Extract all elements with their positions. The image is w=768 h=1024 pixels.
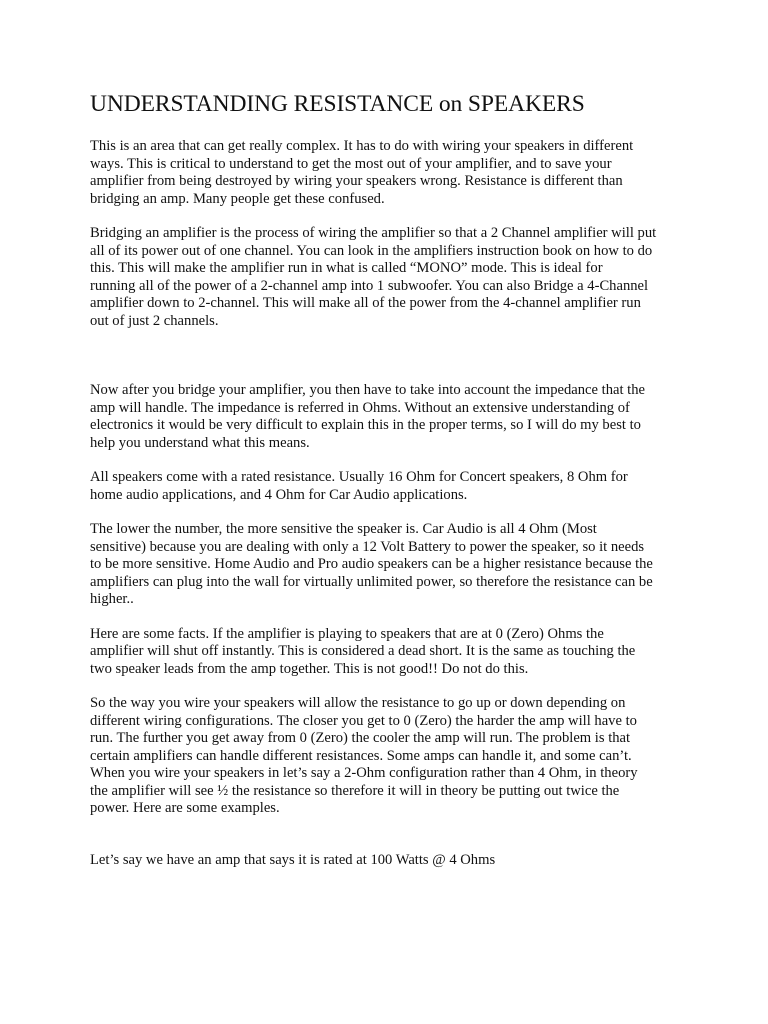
- paragraph-example: [90, 852, 690, 870]
- text-line: amplifier from being destroyed by wiring your speakers wrong. Resistance is different than: [90, 173, 623, 189]
- text-line: different wiring configurations. The closer you get to 0 (Zero) the harder the amp will have to: [90, 712, 637, 729]
- text-line: sensitive) because you are dealing with only a 12 Volt Battery to power the speaker, so it needs: [90, 538, 645, 555]
- text-line: Let’s say we have an amp that says it is rated at 100 Watts @ 4 Ohms: [90, 851, 496, 868]
- text-line: home audio applications, and 4 Ohm for Car Audio applications.: [90, 486, 468, 503]
- text-line: Here are some facts. If the amplifier is playing to speakers that are at 0 (Zero) Ohms the: [90, 625, 604, 642]
- document-page: [90, 88, 690, 869]
- text-line: ways. This is critical to understand to get the most out of your amplifier, and to save your: [90, 155, 612, 172]
- text-line: bridging an amp. Many people get these confused.: [90, 190, 385, 207]
- text-line: amplifier will shut off instantly. This is considered a dead short. It is the same as touching the: [90, 643, 636, 659]
- text-line: Now after you bridge your amplifier, you then have to take into account the impedance that the: [90, 382, 646, 398]
- text-line: the amplifier will see ½ the resistance so therefore it will in theory be putting out twice the: [90, 782, 620, 799]
- text-line: higher..: [90, 591, 134, 607]
- paragraph-sensitivity: [90, 521, 690, 609]
- paragraph-facts: [90, 626, 690, 679]
- paragraph-rated-resistance: [90, 469, 690, 504]
- text-line: amplifiers can plug into the wall for virtually unlimited power, so therefore the resistance can be: [90, 573, 653, 590]
- text-line: two speaker leads from the amp together. This is not good!! Do not do this.: [90, 660, 529, 677]
- text-line: to be more sensitive. Home Audio and Pro audio speakers can be a higher resistance because the: [90, 556, 653, 572]
- text-line: help you understand what this means.: [90, 434, 310, 451]
- text-line: Bridging an amplifier is the process of wiring the amplifier so that a 2 Channel amplifier will put: [90, 225, 657, 241]
- text-line: electronics it would be very difficult to explain this in the proper terms, so I will do my best to: [90, 417, 641, 433]
- text-line: running all of the power of a 2-channel amp into 1 subwoofer. You can also Bridge a 4-Channel: [90, 277, 649, 294]
- text-line: So the way you wire your speakers will allow the resistance to go up or down depending on: [90, 695, 626, 711]
- text-line: All speakers come with a rated resistance. Usually 16 Ohm for Concert speakers, 8 Ohm for: [90, 469, 628, 485]
- text-line: this. This will make the amplifier run in what is called “MONO” mode. This is ideal for: [90, 260, 603, 276]
- text-line: The lower the number, the more sensitive the speaker is. Car Audio is all 4 Ohm (Most: [90, 521, 597, 537]
- text-line: amp will handle. The impedance is referred in Ohms. Without an extensive understanding of: [90, 399, 630, 416]
- text-line: all of its power out of one channel. You can look in the amplifiers instruction book on how to do: [90, 242, 653, 259]
- document-title: UNDERSTANDING RESISTANCE on SPEAKERS: [90, 91, 585, 117]
- text-line: amplifier down to 2-channel. This will make all of the power from the 4-channel amplifier run: [90, 295, 641, 311]
- text-line: power. Here are some examples.: [90, 800, 280, 816]
- text-line: run. The further you get away from 0 (Zero) the cooler the amp will run. The problem is that: [90, 730, 631, 746]
- text-line: out of just 2 channels.: [90, 312, 219, 329]
- paragraph-impedance: [90, 382, 690, 452]
- text-line: This is an area that can get really complex. It has to do with wiring your speakers in different: [90, 138, 634, 154]
- paragraph-bridging: [90, 225, 690, 330]
- paragraph-intro: [90, 138, 690, 208]
- text-line: certain amplifiers can handle different resistances. Some amps can handle it, and some can’t.: [90, 747, 632, 764]
- text-line: When you wire your speakers in let’s say a 2-Ohm configuration rather than 4 Ohm, in theory: [90, 765, 638, 781]
- paragraph-wiring: [90, 695, 690, 818]
